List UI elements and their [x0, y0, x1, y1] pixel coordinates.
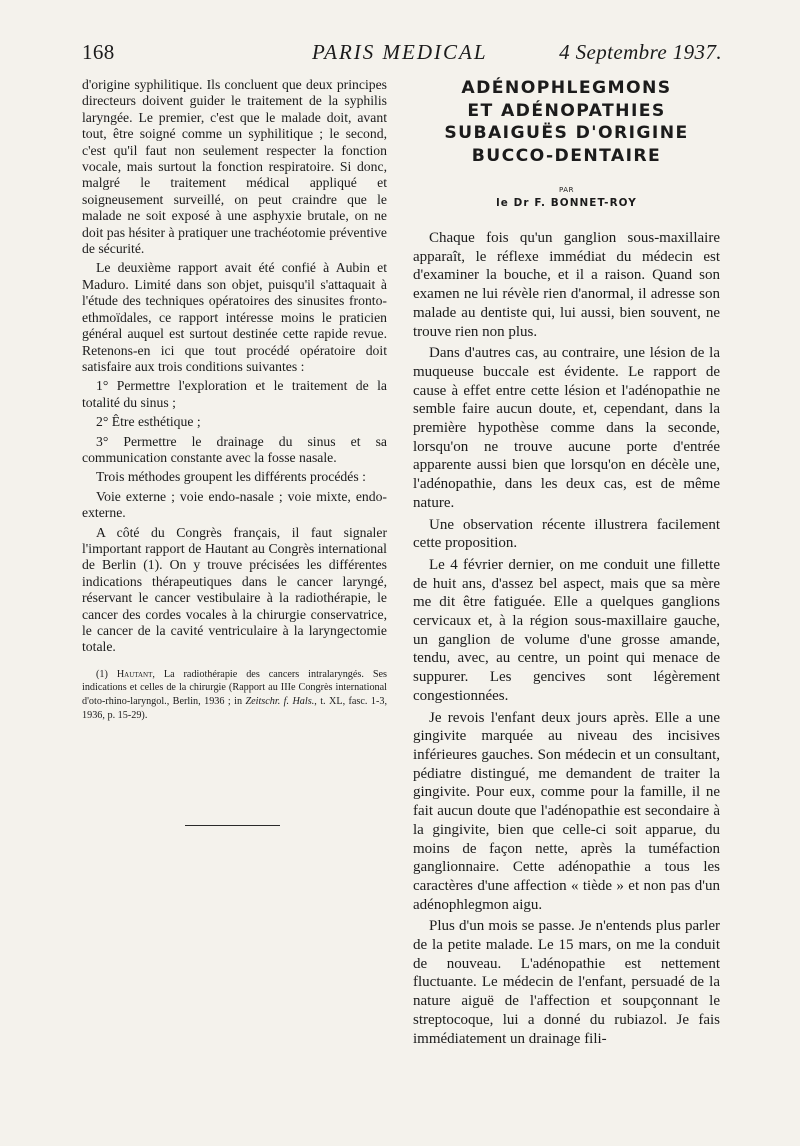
paragraph: Je revois l'enfant deux jours après. Elle a une gingivite marquée au niveau des incisives inférieures gauches. Son médecin et un consultant, pédiatre distingué, me demandent de traiter la gingivite. Pour eux, comme pour la famille, il ne fait aucun doute que l'adénopathie est secondaire à la gingivite, bien que celle-ci soit apparue, du moins de façon nette, après la tuméfaction ganglionnaire. Cette adénopathie a tous les caractères d'une affection « tiède » et non pas d'un adénophlegmon aigu. [413, 709, 720, 913]
list-item: 2° Être esthétique ; [96, 414, 201, 430]
byline-par: PAR [559, 186, 574, 194]
page-number: 168 [82, 40, 115, 64]
footnote-journal: Zeitschr. f. Hals. [245, 696, 315, 707]
journal-title: PARIS MEDICAL [312, 40, 488, 64]
paragraph: Trois méthodes groupent les différents procédés : [96, 469, 366, 485]
footnote-marker: (1) [96, 668, 117, 680]
left-column [82, 77, 387, 722]
footnote-text: , t. XL, fasc. 1-3, 1936, p. 15-29). [82, 696, 387, 721]
title-line: ADÉNOPHLEGMONS [461, 78, 672, 98]
paragraph: Le 4 février dernier, on me conduit une fillette de huit ans, d'assez bel aspect, mais que sa mère me dit être fatiguée. Elle a quelques ganglions cervicaux et, à la région sous-maxillaire gauche, un ganglion de volume d'une grosse amande, tendu, avec, au centre, un point qui menace de suppurer. Les gencives sont légèrement congestionnées. [413, 556, 720, 704]
section-divider [185, 825, 280, 826]
article-author: le Dr F. BONNET-ROY [496, 197, 637, 209]
right-column [413, 77, 720, 1051]
footnote-author: Hautant [116, 668, 153, 680]
article-body [413, 229, 720, 1048]
paragraph: Plus d'un mois se passe. Je n'entends plus parler de la petite malade. Le 15 mars, on me la conduit de nouveau. L'adénopathie est nettement fluctuante. Le médecin de l'enfant, persuadé de la nature aiguë de l'affection et soupçonnant le streptocoque, lui a donné du rubiazol. Je fais immédiatement un drainage fili- [413, 918, 720, 1047]
paragraph: d'origine syphilitique. Ils concluent que deux principes directeurs doivent guider le traitement de la syphilis laryngée. Le premier, c'est que le malade doit, avant tout, être soigné comme un syphilitique ; le second, c'est qu'il faut non seulement respecter la fonction vocale, mais surtout la fonction respiratoire. Si donc, malgré le traitement médical appliqué et soigneusement surveillé, on peut craindre que le malade ne soit exposé à une asphyxie brutale, on ne doit pas hésiter à pratiquer une trachéotomie préventive de sécurité. [82, 77, 387, 257]
running-header [82, 40, 722, 70]
article-title [413, 77, 720, 167]
list-item: 3° Permettre le drainage du sinus et sa communication constante avec la fosse nasale. [82, 433, 387, 465]
title-line: SUBAIGUËS D'ORIGINE [444, 123, 689, 143]
paragraph: Voie externe ; voie endo-nasale ; voie mixte, endo-externe. [82, 488, 387, 521]
paragraph: Une observation récente illustrera facilement cette proposition. [413, 516, 720, 552]
paragraph: Dans d'autres cas, au contraire, une lésion de la muqueuse buccale est évidente. Le rapport de cause à effet entre cette lésion et l'adénopathie ne semble faire aucun doute, et, cependant, dans la première hypothèse comme dans la seconde, lorsqu'on ne trouve aucune porte d'entrée apparente aussi bien que lorsqu'on en décèle une, l'adénopathie, dans les deux cas, est de même nature. [413, 345, 720, 511]
title-line: ET ADÉNOPATHIES [467, 100, 666, 121]
paragraph: Chaque fois qu'un ganglion sous-maxillaire apparaît, le réflexe immédiat du médecin est d'examiner la bouche, et il a raison. Quand son examen ne lui révèle rien d'anormal, il adresse son malade au dentiste qui, lui aussi, bien souvent, ne trouve rien non plus. [413, 230, 720, 340]
title-line: BUCCO-DENTAIRE [471, 145, 662, 166]
footnote-text: , La radiothérapie des cancers intralaryngés. Ses indications et celles de la chirurgie (Rapport au IIIe Congrès international d'oto-rhino-laryngol., Berlin, 1936 ; in [82, 668, 387, 707]
footnote [82, 668, 387, 722]
paragraph: A côté du Congrès français, il faut signaler l'important rapport de Hautant au Congrès international de Berlin (1). On y trouve précisées les différentes indications thérapeutiques dans le cancer laryngé, réservant le cancer vestibulaire à la radiothérapie, le cancer des cordes vocales à la chirurgie conservatrice, le cancer de la cavité ventriculaire à la laryngectomie totale. [82, 524, 387, 655]
list-item: 1° Permettre l'exploration et le traitement de la totalité du sinus ; [82, 378, 387, 410]
paragraph: Le deuxième rapport avait été confié à Aubin et Maduro. Limité dans son objet, puisqu'il s'attaquait à l'étude des techniques opératoires des sinusites fronto-ethmoïdales, ce rapport intéresse moins le praticien général auquel est surtout destinée cette rapide revue. Retenons-en ici que tout procédé opératoire doit satisfaire aux trois conditions suivantes : [82, 260, 387, 374]
issue-date: 4 Septembre 1937. [559, 40, 722, 64]
